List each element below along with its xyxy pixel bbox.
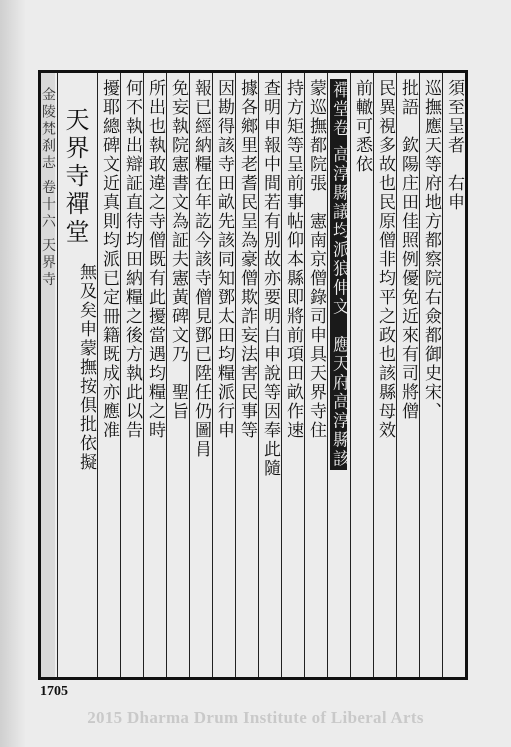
column-rule (143, 73, 144, 677)
text-column-8: 持方矩等呈前事帖仰本縣即將前項田畝作速 (283, 79, 303, 440)
text-column-11: 因勘得該寺田畝先該同知鄧太田均糧派行申 (214, 79, 234, 440)
text-column-10: 據各鄉里老耆民呈為豪僧欺詐妄法害民事等 (237, 79, 257, 440)
page-number: 1705 (40, 684, 68, 699)
column-rule (327, 73, 328, 677)
text-frame (38, 70, 468, 680)
margin-title: 金陵梵刹志 卷十六 天界寺 (40, 87, 56, 289)
text-column-17: 無及矣申蒙撫按俱批依擬 (76, 263, 96, 472)
column-rule (281, 73, 282, 677)
text-column-7: 蒙巡撫都院張 憲南京僧錄司申具天界寺住 (306, 79, 326, 440)
text-column-2: 巡撫應天等府地方都察院右僉都御史宋、 (421, 79, 441, 421)
page-title: 天界寺禪堂 (61, 107, 89, 247)
text-column-16: 擾耶總碑文近真則均派已定冊籍既成亦應准 (99, 79, 119, 440)
text-column-12: 報已經納糧在年訖今該寺僧見鄧已陞任仍圖肙 (191, 79, 211, 459)
column-rule (120, 73, 121, 677)
column-rule (258, 73, 259, 677)
text-column-1: 須至呈者 右申 (444, 79, 464, 212)
text-column-14: 所出也執敢違之寺僧既有此擾當遇均糧之時 (145, 79, 165, 440)
column-rule (304, 73, 305, 677)
column-rule (57, 73, 58, 677)
text-column-3: 批語 欽陽庄田佳照例優免近來有司將僧 (398, 79, 418, 421)
text-column-13: 免妄執院憲書文為証夫憲黃碑文乃 聖旨 (168, 79, 188, 421)
column-rule (235, 73, 236, 677)
binding-edge (0, 0, 26, 747)
column-rule (212, 73, 213, 677)
column-rule (396, 73, 397, 677)
column-rule (442, 73, 443, 677)
text-column-9: 查明申報中間若有別故亦要明白申說等因奉此隨 (260, 79, 280, 478)
watermark: 2015 Dharma Drum Institute of Liberal Arts (87, 708, 424, 727)
text-column-4: 民異視多故也民原僧非均平之政也該縣母效 (375, 79, 395, 440)
text-column-15: 何不執出辯証直待均田納糧之後方執此以告 (122, 79, 142, 440)
column-rule (419, 73, 420, 677)
column-rule (97, 73, 98, 677)
text-column-6-heading: 禪堂卷 高淳縣議均派狼伸文 應天府高淳縣該 (329, 81, 349, 469)
column-rule (373, 73, 374, 677)
column-rule (350, 73, 351, 677)
column-rule (166, 73, 167, 677)
text-column-5: 前轍可悉依 (352, 79, 372, 174)
column-rule (189, 73, 190, 677)
